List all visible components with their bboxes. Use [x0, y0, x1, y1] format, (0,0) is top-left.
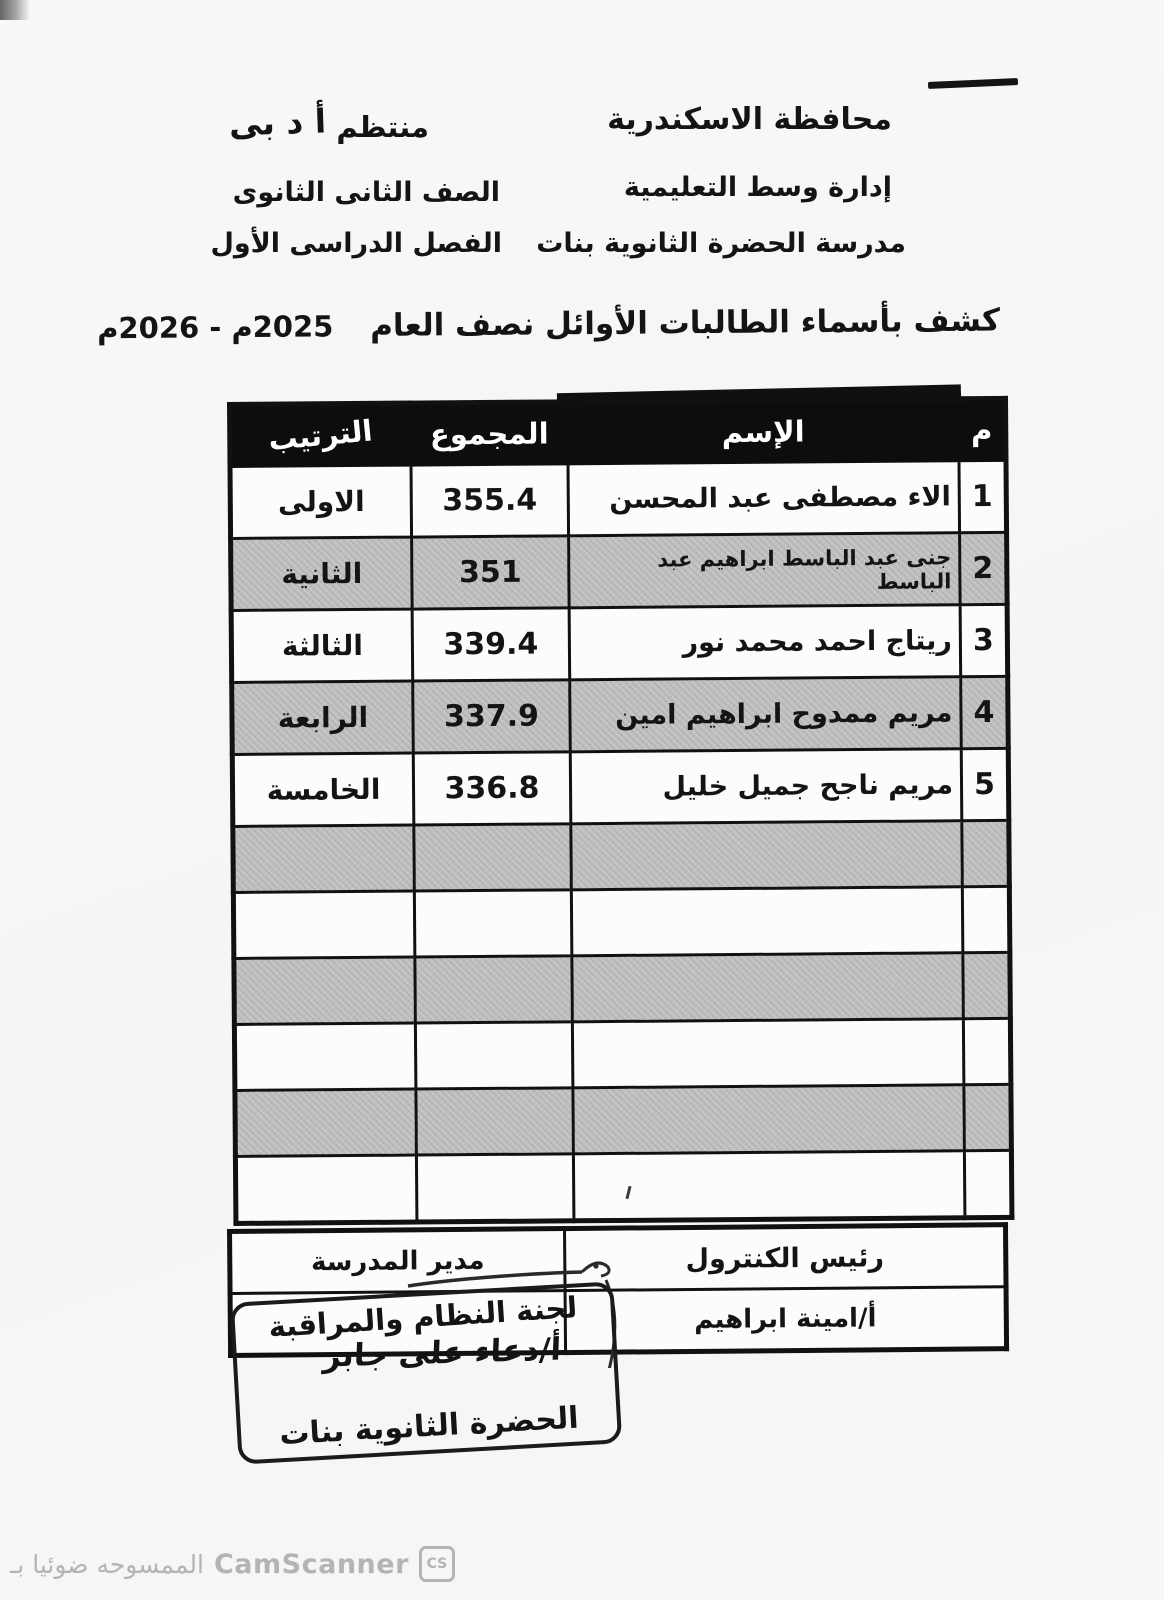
header-index: م: [958, 398, 1005, 460]
stamp-line-school: الحضرة الثانوية بنات: [278, 1400, 580, 1453]
cell-total: [415, 956, 573, 1023]
student-row: [230, 460, 1007, 538]
cell-rank: [234, 957, 416, 1024]
cell-name: [573, 1085, 965, 1154]
results-table-wrap: [227, 396, 1014, 1226]
cell-total: 337.9: [413, 680, 571, 753]
enrollment-printed: منتظم: [336, 110, 429, 144]
student-row: [231, 604, 1008, 682]
cell-index: 1: [959, 460, 1007, 532]
cell-total: 336.8: [413, 752, 571, 825]
title-text: كشف بأسماء الطالبات الأوائل نصف العام: [370, 302, 1001, 344]
empty-row: [234, 1018, 1010, 1090]
scan-corner-artifact: [0, 0, 30, 20]
control-chief-cell: رئيس الكنترول: [565, 1225, 1007, 1291]
watermark-brand: CamScanner: [213, 1548, 409, 1580]
cell-rank: [233, 891, 415, 958]
cell-rank: الخامسة: [232, 753, 414, 826]
cell-rank: [235, 1155, 417, 1223]
cell-index: [964, 1084, 1012, 1150]
cell-total: 355.4: [411, 464, 569, 537]
student-row: [231, 532, 1008, 610]
cell-total: 339.4: [412, 608, 570, 681]
cell-name: [572, 1019, 964, 1088]
cell-index: 3: [960, 604, 1008, 676]
cell-index: [962, 886, 1010, 952]
administration-line: إدارة وسط التعليمية: [623, 172, 892, 203]
cell-rank: [234, 1023, 416, 1090]
table-body: [230, 460, 1012, 1223]
stamp-line-committee: لجنة النظام والمراقبة: [267, 1290, 579, 1345]
cell-index: [962, 820, 1010, 886]
cell-name: [571, 821, 963, 890]
camscanner-watermark: [10, 1546, 455, 1582]
governorate-line: محافظة الاسكندرية: [607, 102, 892, 137]
cell-index: 4: [961, 676, 1009, 748]
header-total: المجموع: [411, 402, 568, 465]
cell-name: مريم ممدوح ابراهيم امين: [570, 677, 962, 752]
results-table: [227, 396, 1014, 1226]
cell-name: مريم ناجح جميل خليل: [570, 749, 962, 824]
cell-total: [414, 890, 572, 957]
top-dash-mark: [928, 78, 1018, 89]
cell-name: [572, 953, 964, 1022]
cell-index: 5: [961, 748, 1009, 820]
enrollment-handwritten: أ د بى: [228, 101, 327, 144]
student-row: [232, 748, 1009, 826]
watermark-text: الممسوحه ضوئيا بـ: [10, 1549, 204, 1579]
cell-rank: الثانية: [231, 537, 413, 610]
cell-rank: الاولى: [230, 465, 412, 538]
camscanner-icon: CS: [419, 1546, 455, 1582]
cell-name: الاء مصطفى عبد المحسن: [568, 461, 960, 536]
empty-row: [235, 1150, 1012, 1223]
cell-index: [963, 952, 1011, 1018]
cell-rank: الرابعة: [232, 681, 414, 754]
empty-row: [233, 886, 1009, 958]
cell-name: ريتاج احمد محمد نور: [569, 605, 961, 680]
enrollment-line: [228, 101, 429, 145]
cell-total: [416, 1088, 574, 1155]
cell-total: 351: [412, 536, 570, 609]
title-years: 2025م - 2026م: [97, 309, 334, 346]
cell-index: [964, 1150, 1012, 1217]
header-rank: الترتيب: [230, 403, 411, 466]
cell-total: [414, 824, 572, 891]
principal-cell: مدير المدرسة: [230, 1229, 566, 1294]
school-line: مدرسة الحضرة الثانوية بنات: [536, 228, 906, 259]
cell-rank: الثالثة: [231, 609, 413, 682]
cell-total: [415, 1022, 573, 1089]
cell-name: [571, 887, 963, 956]
empty-row: [233, 820, 1009, 892]
table-header-row: [230, 398, 1006, 466]
cell-total: [416, 1154, 574, 1222]
header-name: الإسم: [568, 399, 959, 464]
cell-rank: [235, 1089, 417, 1156]
empty-row: [234, 952, 1010, 1024]
control-chief-name-cell: أ/امينة ابراهيم: [565, 1287, 1007, 1353]
cell-rank: [233, 825, 415, 892]
cell-name: [573, 1151, 965, 1221]
school-stamp: [230, 1281, 622, 1464]
stamp-handwritten-name: أ/دعاء على جابر: [322, 1331, 562, 1375]
semester-line: الفصل الدراسى الأول: [210, 228, 502, 259]
empty-row: [235, 1084, 1011, 1156]
student-row: [232, 676, 1009, 754]
cell-index: 2: [960, 532, 1008, 604]
grade-line: الصف الثانى الثانوى: [232, 177, 500, 208]
cell-index: [963, 1018, 1011, 1084]
document-title: [97, 302, 1001, 346]
cell-name: جنى عبد الباسط ابراهيم عبد الباسط: [569, 533, 961, 608]
